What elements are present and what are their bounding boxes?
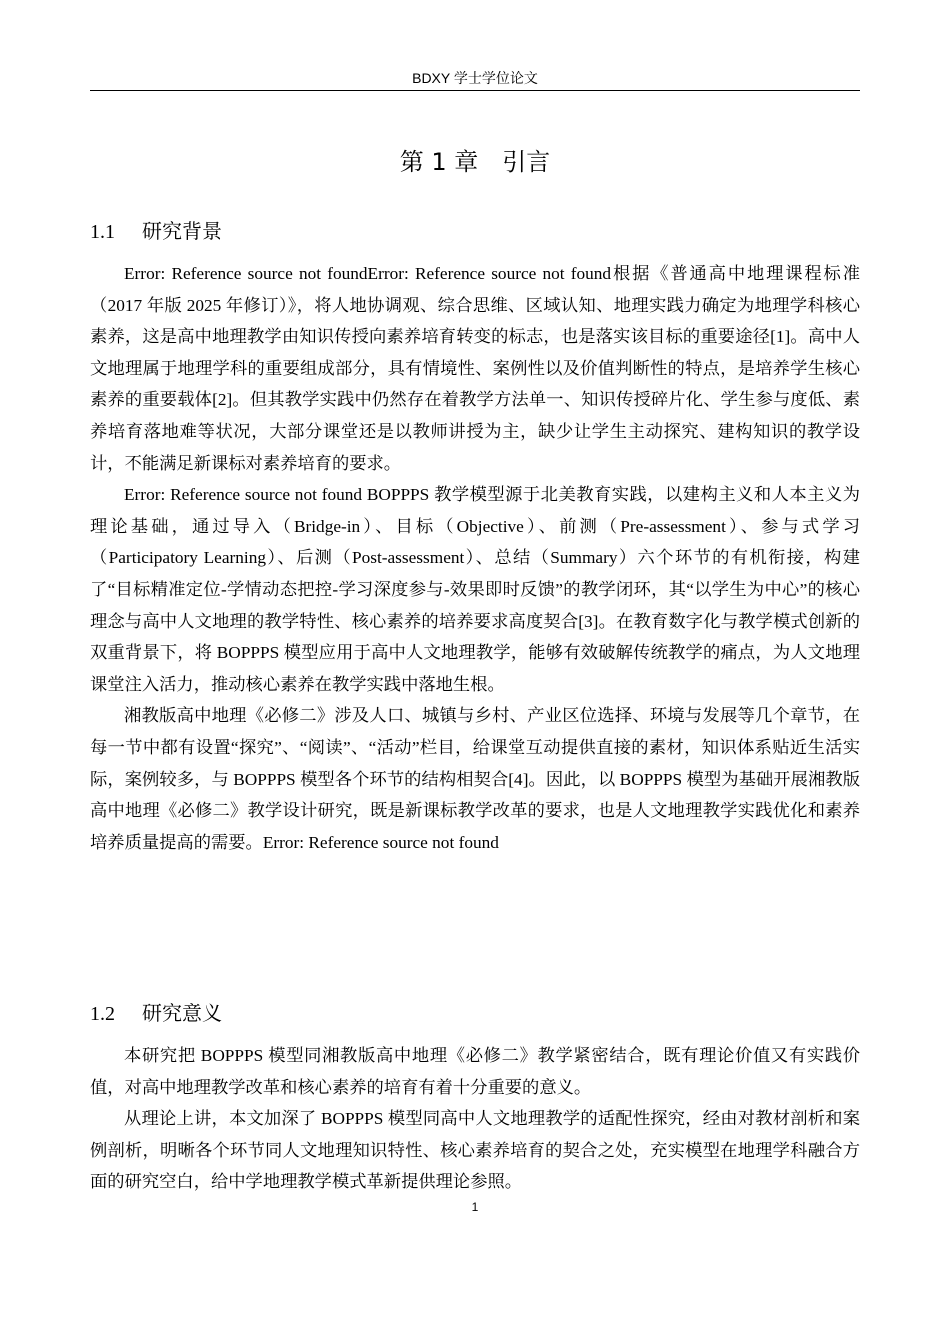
- header-divider: [90, 90, 860, 91]
- body-paragraph: Error: Reference source not foundError: Reference source not found根据《普通高中地理课程标准（2017 年版 2025 年修订）》，将人地协调观、综合思维、区域认知、地理实践力确定为地理学科核心素养，这是高中地理教学由知识传授向素养培育转变的标志，也是落实该目标的重要途径[1]。高中人文地理属于地理学科的重要组成部分，具有情境性、案例性以及价值判断性的特点，是培养学生核心素养的重要载体[2]。但其教学实践中仍然存在着教学方法单一、知识传授碎片化、学生参与度低、素养培育落地难等状况，大部分课堂还是以教师讲授为主，缺少让学生主动探究、建构知识的教学设计，不能满足新课标对素养培育的要求。: [90, 264, 860, 473]
- body-paragraph: 湘教版高中地理《必修二》涉及人口、城镇与乡村、产业区位选择、环境与发展等几个章节，在每一节中都有设置“探究”、“阅读”、“活动”栏目，给课堂互动提供直接的素材，知识体系贴近生活实际，案例较多，与 BOPPPS 模型各个环节的结构相契合[4]。因此，以 BOPPPS 模型为基础开展湘教版高中地理《必修二》教学设计研究，既是新课标教学改革的要求，也是人文地理教学实践优化和素养培养质量提高的需要。Error: Reference source not found: [90, 706, 860, 852]
- section-body-research-significance: [90, 1040, 860, 1198]
- section-title: 研究意义: [142, 1001, 222, 1025]
- section-body-research-background: [90, 258, 860, 858]
- running-header: BDXY 学士学位论文: [412, 70, 538, 86]
- chapter-name: 引言: [502, 148, 551, 176]
- page-number: 1: [471, 1200, 479, 1214]
- chapter-number: 第 1 章: [399, 148, 479, 176]
- section-heading-research-significance: [90, 998, 860, 1029]
- body-paragraph: 本研究把 BOPPPS 模型同湘教版高中地理《必修二》教学紧密结合，既有理论价值又有实践价值，对高中地理教学改革和核心素养的培育有着十分重要的意义。: [90, 1046, 860, 1097]
- chapter-title: [90, 144, 860, 180]
- section-number: 1.2: [90, 1003, 115, 1025]
- section-title: 研究背景: [142, 219, 222, 243]
- body-paragraph: Error: Reference source not found BOPPPS 教学模型源于北美教育实践，以建构主义和人本主义为理论基础，通过导入（Bridge-in）、目标（Objective）、前测（Pre-assessment）、参与式学习（Participatory Learning）、后测（Post-assessment）、总结（Summary）六个环节的有机衔接，构建了“目标精准定位-学情动态把控-学习深度参与-效果即时反馈”的教学闭环，其“以学生为中心”的核心理念与高中人文地理的教学特性、核心素养的培养要求高度契合[3]。在教育数字化与教学模式创新的双重背景下，将 BOPPPS 模型应用于高中人文地理教学，能够有效破解传统教学的痛点，为人文地理课堂注入活力，推动核心素养在教学实践中落地生根。: [90, 485, 860, 694]
- section-heading-research-background: [90, 216, 860, 247]
- body-paragraph: 从理论上讲，本文加深了 BOPPPS 模型同高中人文地理教学的适配性探究，经由对教材剖析和案例剖析，明晰各个环节同人文地理知识特性、核心素养培育的契合之处，充实模型在地理学科融合方面的研究空白，给中学地理教学模式革新提供理论参照。: [90, 1109, 860, 1192]
- section-number: 1.1: [90, 221, 115, 243]
